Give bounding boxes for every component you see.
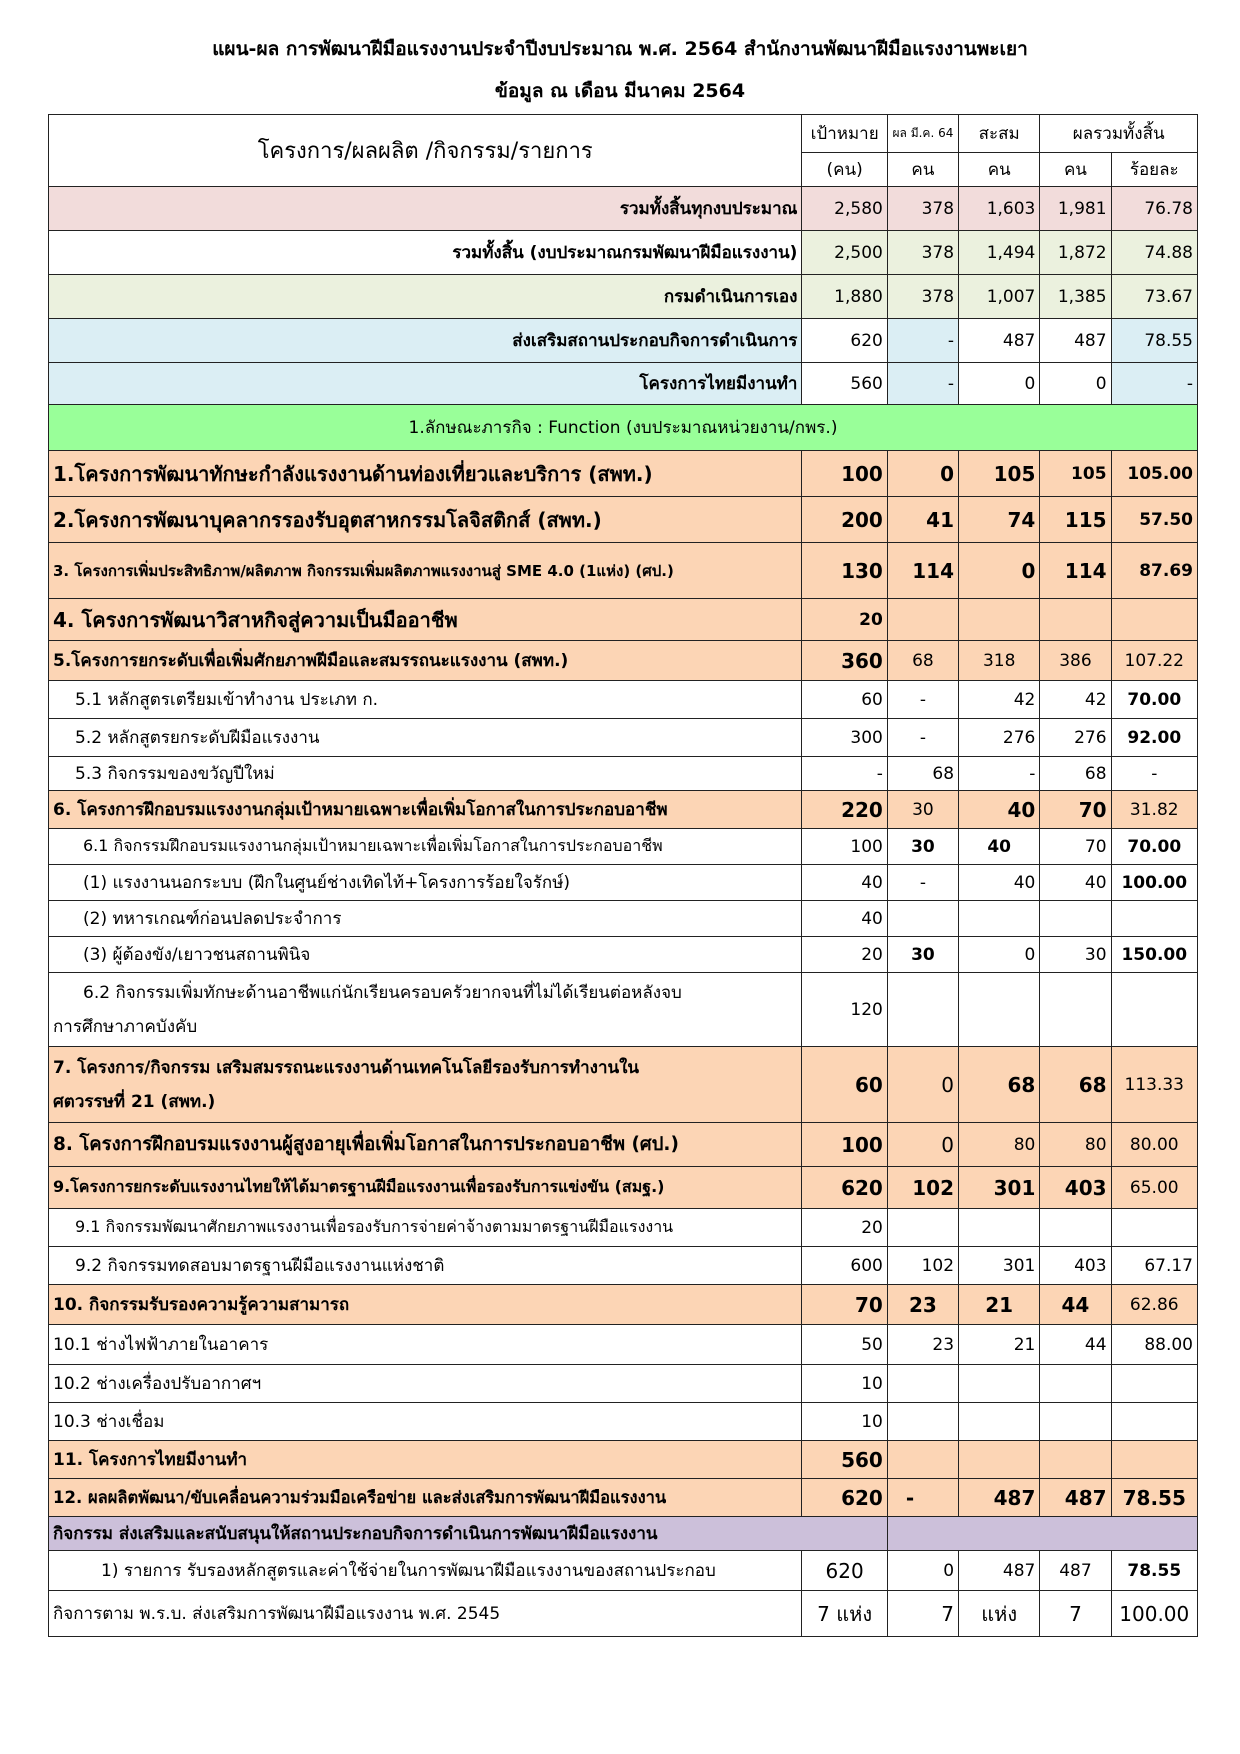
cell-month	[887, 1209, 958, 1247]
cell-total: 487	[1040, 319, 1111, 363]
cell-cum: 487	[959, 319, 1040, 363]
summary-label: รวมทั้งสิ้นทุกงบประมาณ	[49, 187, 802, 231]
cell-cum: 276	[959, 719, 1040, 757]
summary-row	[49, 187, 1198, 231]
summary-label: ส่งเสริมสถานประกอบกิจการดำเนินการ	[49, 319, 802, 363]
cell-pct: 73.67	[1111, 275, 1197, 319]
table-row	[49, 1441, 1198, 1479]
cell-month: 7	[887, 1591, 958, 1637]
row-label: 10. กิจกรรมรับรองความรู้ความสามารถ	[49, 1285, 802, 1325]
cell-month: 68	[887, 641, 958, 681]
row-label: (3) ผู้ต้องขัง/เยาวชนสถานพินิจ	[49, 937, 802, 973]
cell-total: 403	[1040, 1247, 1111, 1285]
cell-month: 30	[887, 791, 958, 829]
cell-pct: 67.17	[1111, 1247, 1197, 1285]
cell-cum: 40	[959, 829, 1040, 865]
cell-pct: 92.00	[1111, 719, 1197, 757]
cell-target: 2,580	[802, 187, 887, 231]
cell-pct	[1111, 1209, 1197, 1247]
cell-pct	[1111, 1365, 1197, 1403]
cell-month: 0	[887, 451, 958, 497]
cell-pct: 62.86	[1111, 1285, 1197, 1325]
summary-row	[49, 231, 1198, 275]
cell-total	[1040, 1209, 1111, 1247]
cell-total: 68	[1040, 757, 1111, 791]
header-total: ผลรวมทั้งสิ้น	[1040, 115, 1198, 153]
cell-target: 70	[802, 1285, 887, 1325]
cell-month: 68	[887, 757, 958, 791]
cell-pct: 87.69	[1111, 543, 1197, 599]
promo-label-line-2: กิจการตาม พ.ร.บ. ส่งเสริมการพัฒนาฝีมือแรงงาน พ.ศ. 2545	[49, 1591, 802, 1637]
cell-pct	[1111, 973, 1197, 1047]
table-row	[49, 719, 1198, 757]
cell-target: 200	[802, 497, 887, 543]
cell-cum	[959, 901, 1040, 937]
row-label: 6.1 กิจกรรมฝึกอบรมแรงงานกลุ่มเป้าหมายเฉพาะเพื่อเพิ่มโอกาสในการประกอบอาชีพ	[49, 829, 802, 865]
promo-label-line-1: 1) รายการ รับรองหลักสูตรและค่าใช้จ่ายในการพัฒนาฝีมือแรงงานของสถานประกอบ	[49, 1551, 802, 1591]
cell-month: 378	[887, 275, 958, 319]
cell-pct	[1111, 1403, 1197, 1441]
cell-total: 114	[1040, 543, 1111, 599]
cell-target: 50	[802, 1325, 887, 1365]
cell-cum: 1,494	[959, 231, 1040, 275]
cell-total: 1,385	[1040, 275, 1111, 319]
cell-month: 378	[887, 231, 958, 275]
row-label: 10.3 ช่างเชื่อม	[49, 1403, 802, 1441]
header-cumulative: สะสม	[959, 115, 1040, 153]
summary-label: กรมดำเนินการเอง	[49, 275, 802, 319]
table-row	[49, 451, 1198, 497]
promo-section-row	[49, 1517, 1198, 1551]
cell-cum: 80	[959, 1123, 1040, 1167]
cell-pct: 57.50	[1111, 497, 1197, 543]
cell-target: 20	[802, 937, 887, 973]
cell-cum: 1,603	[959, 187, 1040, 231]
cell-target: 560	[802, 1441, 887, 1479]
row-label-line-2: ศตวรรษที่ 21 (สพท.)	[53, 1091, 216, 1112]
cell-month: 41	[887, 497, 958, 543]
cell-cum	[959, 599, 1040, 641]
cell-total: 80	[1040, 1123, 1111, 1167]
cell-cum: 68	[959, 1047, 1040, 1123]
row-label: 9.โครงการยกระดับแรงงานไทยให้ได้มาตรฐานฝีมือแรงงานเพื่อรองรับการแข่งขัน (สมฐ.)	[49, 1167, 802, 1209]
cell-total	[1040, 901, 1111, 937]
cell-total: 403	[1040, 1167, 1111, 1209]
cell-pct	[1111, 599, 1197, 641]
cell-target: 220	[802, 791, 887, 829]
cell-pct: 100.00	[1111, 1591, 1197, 1637]
cell-total: 276	[1040, 719, 1111, 757]
cell-cum: 0	[959, 543, 1040, 599]
cell-total: 487	[1040, 1479, 1111, 1517]
cell-pct: 70.00	[1111, 829, 1197, 865]
cell-total: 0	[1040, 363, 1111, 405]
row-label: (2) ทหารเกณฑ์ก่อนปลดประจำการ	[49, 901, 802, 937]
header-target: เป้าหมาย	[802, 115, 887, 153]
cell-total: 115	[1040, 497, 1111, 543]
page-subtitle: ข้อมูล ณ เดือน มีนาคม 2564	[494, 80, 746, 102]
cell-pct: 78.55	[1111, 1551, 1197, 1591]
cell-month	[887, 973, 958, 1047]
cell-pct: 70.00	[1111, 681, 1197, 719]
row-label	[49, 1047, 802, 1123]
cell-cum: 1,007	[959, 275, 1040, 319]
table-row	[49, 1047, 1198, 1123]
cell-target: 100	[802, 829, 887, 865]
table-row	[49, 641, 1198, 681]
cell-month: 23	[887, 1285, 958, 1325]
row-label: 10.1 ช่างไฟฟ้าภายในอาคาร	[49, 1325, 802, 1365]
section-function: 1.ลักษณะภารกิจ : Function (งบประมาณหน่วยงาน/กพร.)	[49, 405, 1198, 451]
header-unit-total: คน	[1040, 153, 1111, 187]
cell-month: 30	[887, 829, 958, 865]
cell-total: 70	[1040, 829, 1111, 865]
cell-total: 386	[1040, 641, 1111, 681]
cell-target: 10	[802, 1403, 887, 1441]
table-row	[49, 791, 1198, 829]
cell-total: 42	[1040, 681, 1111, 719]
cell-cum: 74	[959, 497, 1040, 543]
cell-pct: 113.33	[1111, 1047, 1197, 1123]
cell-month	[887, 901, 958, 937]
cell-target: 7 แห่ง	[802, 1591, 887, 1637]
table-row	[49, 829, 1198, 865]
cell-target: 100	[802, 451, 887, 497]
cell-pct: 100.00	[1111, 865, 1197, 901]
cell-total: 68	[1040, 1047, 1111, 1123]
row-label: 10.2 ช่างเครื่องปรับอากาศฯ	[49, 1365, 802, 1403]
cell-total: 105	[1040, 451, 1111, 497]
report-table	[48, 114, 1198, 1637]
table-row	[49, 937, 1198, 973]
row-label: 11. โครงการไทยมีงานทำ	[49, 1441, 802, 1479]
row-label: 5.1 หลักสูตรเตรียมเข้าทำงาน ประเภท ก.	[49, 681, 802, 719]
cell-cum: 0	[959, 363, 1040, 405]
cell-cum: -	[959, 757, 1040, 791]
cell-pct: 150.00	[1111, 937, 1197, 973]
cell-month: 30	[887, 937, 958, 973]
row-label: 9.2 กิจกรรมทดสอบมาตรฐานฝีมือแรงงานแห่งชาติ	[49, 1247, 802, 1285]
cell-pct: 107.22	[1111, 641, 1197, 681]
cell-month: 114	[887, 543, 958, 599]
cell-total	[1040, 599, 1111, 641]
table-row	[49, 497, 1198, 543]
promo-row	[49, 1551, 1198, 1591]
header-unit-cum: คน	[959, 153, 1040, 187]
summary-row	[49, 363, 1198, 405]
table-row	[49, 973, 1198, 1047]
cell-target: 20	[802, 1209, 887, 1247]
cell-cum: 42	[959, 681, 1040, 719]
table-row	[49, 1209, 1198, 1247]
cell-pct: -	[1111, 363, 1197, 405]
cell-target: 120	[802, 973, 887, 1047]
cell-cum: 301	[959, 1167, 1040, 1209]
cell-pct	[1111, 901, 1197, 937]
cell-total: 44	[1040, 1325, 1111, 1365]
cell-target: 560	[802, 363, 887, 405]
row-label: 1.โครงการพัฒนาทักษะกำลังแรงงานด้านท่องเที่ยวและบริการ (สพท.)	[49, 451, 802, 497]
cell-cum: 40	[959, 791, 1040, 829]
cell-total: 44	[1040, 1285, 1111, 1325]
cell-target: 100	[802, 1123, 887, 1167]
cell-month: 0	[887, 1123, 958, 1167]
cell-cum	[959, 973, 1040, 1047]
cell-cum: 301	[959, 1247, 1040, 1285]
cell-month: -	[887, 363, 958, 405]
cell-target: 600	[802, 1247, 887, 1285]
header-row-1	[49, 115, 1198, 153]
cell-pct: 80.00	[1111, 1123, 1197, 1167]
cell-total: 40	[1040, 865, 1111, 901]
cell-total: 1,872	[1040, 231, 1111, 275]
cell-target: 60	[802, 1047, 887, 1123]
cell-month	[887, 1403, 958, 1441]
cell-month: 102	[887, 1167, 958, 1209]
summary-row	[49, 275, 1198, 319]
row-label-line-1: 6.2 กิจกรรมเพิ่มทักษะด้านอาชีพแก่นักเรียนครอบครัวยากจนที่ไม่ได้เรียนต่อหลังจบ	[83, 982, 682, 1003]
cell-cum: 21	[959, 1285, 1040, 1325]
promo-row	[49, 1591, 1198, 1637]
table-row	[49, 543, 1198, 599]
cell-pct: 78.55	[1111, 319, 1197, 363]
cell-target: 60	[802, 681, 887, 719]
table-row	[49, 1167, 1198, 1209]
row-label: (1) แรงงานนอกระบบ (ฝึกในศูนย์ช่างเทิดไท้+โครงการร้อยใจรักษ์)	[49, 865, 802, 901]
cell-month: 378	[887, 187, 958, 231]
header-target-unit: (คน)	[802, 153, 887, 187]
cell-month: -	[887, 1479, 958, 1517]
row-label-line-2: การศึกษาภาคบังคับ	[53, 1016, 198, 1037]
row-label: 12. ผลผลิตพัฒนา/ขับเคลื่อนความร่วมมือเครือข่าย และส่งเสริมการพัฒนาฝีมือแรงงาน	[49, 1479, 802, 1517]
cell-target: -	[802, 757, 887, 791]
cell-target: 2,500	[802, 231, 887, 275]
cell-target: 620	[802, 319, 887, 363]
table-row	[49, 1325, 1198, 1365]
cell-target: 20	[802, 599, 887, 641]
cell-month: 0	[887, 1047, 958, 1123]
cell-total	[1040, 973, 1111, 1047]
cell-pct: 78.55	[1111, 1479, 1197, 1517]
cell-target: 620	[802, 1167, 887, 1209]
cell-cum: 0	[959, 937, 1040, 973]
cell-pct: 105.00	[1111, 451, 1197, 497]
row-label-line-1: 7. โครงการ/กิจกรรม เสริมสมรรถนะแรงงานด้านเทคโนโลยีรองรับการทำงานใน	[53, 1057, 640, 1078]
cell-target: 620	[802, 1551, 887, 1591]
table-row	[49, 681, 1198, 719]
table-row	[49, 1285, 1198, 1325]
cell-month: -	[887, 681, 958, 719]
cell-target: 620	[802, 1479, 887, 1517]
header-month: ผล มี.ค. 64	[887, 115, 958, 153]
row-label: 9.1 กิจกรรมพัฒนาศักยภาพแรงงานเพื่อรองรับการจ่ายค่าจ้างตามมาตรฐานฝีมือแรงงาน	[49, 1209, 802, 1247]
table-row	[49, 1403, 1198, 1441]
table-row	[49, 599, 1198, 641]
table-row	[49, 901, 1198, 937]
cell-pct	[1111, 1441, 1197, 1479]
cell-total: 30	[1040, 937, 1111, 973]
cell-total: 70	[1040, 791, 1111, 829]
cell-month: -	[887, 319, 958, 363]
cell-month: 0	[887, 1551, 958, 1591]
header-unit-percent: ร้อยละ	[1111, 153, 1197, 187]
cell-total: 7	[1040, 1591, 1111, 1637]
cell-cum: 40	[959, 865, 1040, 901]
cell-target: 10	[802, 1365, 887, 1403]
cell-cum	[959, 1403, 1040, 1441]
table-row	[49, 1365, 1198, 1403]
cell-month: -	[887, 719, 958, 757]
cell-cum: 21	[959, 1325, 1040, 1365]
cell-total	[1040, 1441, 1111, 1479]
section-function-row	[49, 405, 1198, 451]
cell-cum: 105	[959, 451, 1040, 497]
header-item: โครงการ/ผลผลิต /กิจกรรม/รายการ	[49, 115, 802, 187]
cell-cum: 318	[959, 641, 1040, 681]
cell-pct: 88.00	[1111, 1325, 1197, 1365]
table-row	[49, 1123, 1198, 1167]
row-label: 8. โครงการฝึกอบรมแรงงานผู้สูงอายุเพื่อเพิ่มโอกาสในการประกอบอาชีพ (ศป.)	[49, 1123, 802, 1167]
cell-target: 1,880	[802, 275, 887, 319]
table-row	[49, 1479, 1198, 1517]
table-row	[49, 1247, 1198, 1285]
cell-month	[887, 1365, 958, 1403]
cell-month	[887, 599, 958, 641]
cell-target: 300	[802, 719, 887, 757]
cell-month: 23	[887, 1325, 958, 1365]
cell-cum: แห่ง	[959, 1591, 1040, 1637]
summary-label: โครงการไทยมีงานทำ	[49, 363, 802, 405]
cell-pct: 74.88	[1111, 231, 1197, 275]
cell-target: 360	[802, 641, 887, 681]
page-title: แผน-ผล การพัฒนาฝีมือแรงงานประจำปีงบประมาณ พ.ศ. 2564 สำนักงานพัฒนาฝีมือแรงงานพะเยา	[212, 38, 1028, 60]
table-row	[49, 865, 1198, 901]
cell-total	[1040, 1365, 1111, 1403]
summary-row	[49, 319, 1198, 363]
cell-pct: -	[1111, 757, 1197, 791]
row-label: 5.3 กิจกรรมของขวัญปีใหม่	[49, 757, 802, 791]
cell-cum: 487	[959, 1479, 1040, 1517]
cell-total: 1,981	[1040, 187, 1111, 231]
table-row	[49, 757, 1198, 791]
summary-label: รวมทั้งสิ้น (งบประมาณกรมพัฒนาฝีมือแรงงาน)	[49, 231, 802, 275]
cell-month: -	[887, 865, 958, 901]
row-label: 2.โครงการพัฒนาบุคลากรรองรับอุตสาหกรรมโลจิสติกส์ (สพท.)	[49, 497, 802, 543]
row-label: 5.โครงการยกระดับเพื่อเพิ่มศักยภาพฝีมือและสมรรถนะแรงงาน (สพท.)	[49, 641, 802, 681]
row-label	[49, 973, 802, 1047]
cell-total: 487	[1040, 1551, 1111, 1591]
row-label: 3. โครงการเพิ่มประสิทธิภาพ/ผลิตภาพ กิจกรรมเพิ่มผลิตภาพแรงงานสู่ SME 4.0 (1แห่ง) (ศป.)	[49, 543, 802, 599]
cell-cum	[959, 1209, 1040, 1247]
cell-month: 102	[887, 1247, 958, 1285]
row-label: 4. โครงการพัฒนาวิสาหกิจสู่ความเป็นมืออาชีพ	[49, 599, 802, 641]
cell-cum	[959, 1441, 1040, 1479]
header-unit-month: คน	[887, 153, 958, 187]
cell-month	[887, 1441, 958, 1479]
cell-target: 40	[802, 865, 887, 901]
cell-total	[1040, 1403, 1111, 1441]
cell-cum	[959, 1365, 1040, 1403]
cell-target: 130	[802, 543, 887, 599]
promo-section: กิจกรรม ส่งเสริมและสนับสนุนให้สถานประกอบกิจการดำเนินการพัฒนาฝีมือแรงงาน	[49, 1517, 888, 1551]
cell-pct: 76.78	[1111, 187, 1197, 231]
row-label: 6. โครงการฝึกอบรมแรงงานกลุ่มเป้าหมายเฉพาะเพื่อเพิ่มโอกาสในการประกอบอาชีพ	[49, 791, 802, 829]
cell-pct: 65.00	[1111, 1167, 1197, 1209]
promo-section-fill	[887, 1517, 1197, 1551]
cell-cum: 487	[959, 1551, 1040, 1591]
cell-target: 40	[802, 901, 887, 937]
cell-pct: 31.82	[1111, 791, 1197, 829]
row-label: 5.2 หลักสูตรยกระดับฝีมือแรงงาน	[49, 719, 802, 757]
